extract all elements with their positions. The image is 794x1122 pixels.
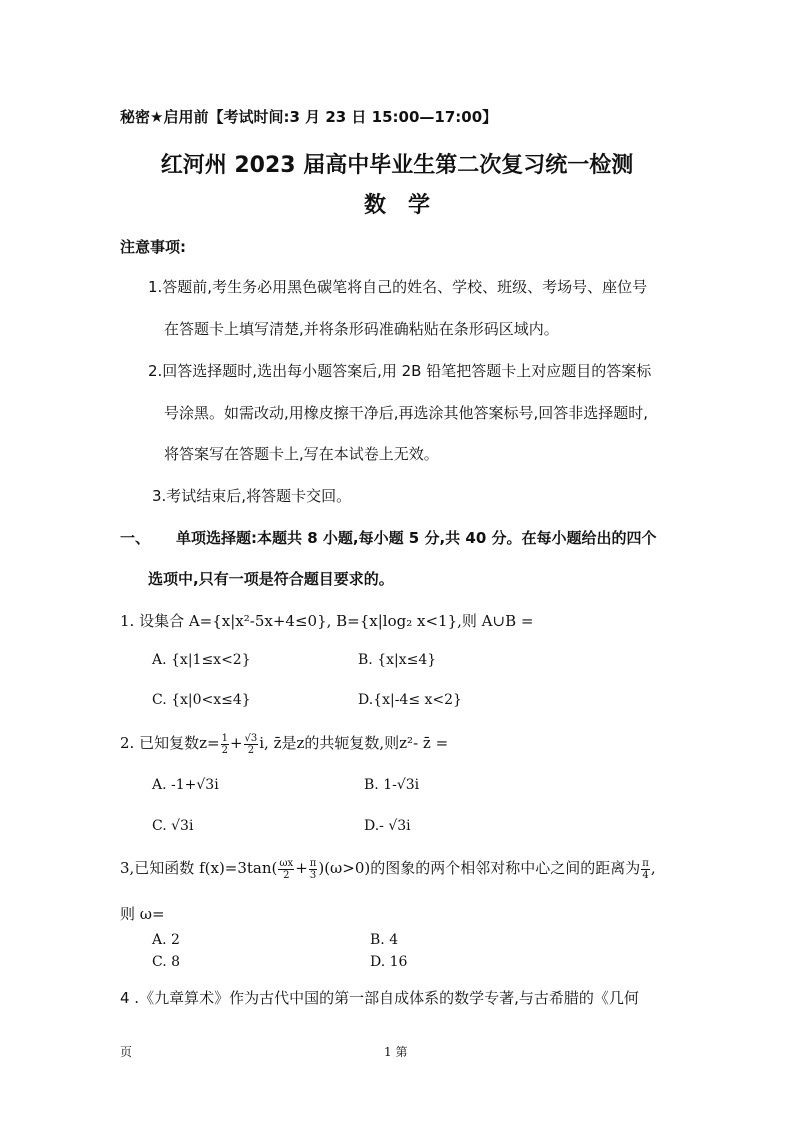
question-1-option-d: D.{x|-4≤ x<2} xyxy=(358,692,462,708)
notice-item-2-line-3: 将答案写在答题卡上,写在本试卷上无效。 xyxy=(164,445,439,463)
fraction-half xyxy=(221,733,229,756)
question-3-stem-prefix: 3,已知函数 f(x)=3tan( xyxy=(120,859,278,877)
question-2-option-d: D.- √3i xyxy=(364,818,411,834)
question-3-stem xyxy=(120,857,656,881)
fraction-omega-x-half xyxy=(278,858,294,881)
subject-title: 数学 xyxy=(363,193,452,218)
fraction-pi-quarter xyxy=(641,858,650,881)
question-3-option-a: A. 2 xyxy=(152,932,180,948)
fraction-numerator: 1 xyxy=(221,732,228,744)
confidential-header: 秘密★启用前【考试时间:3 月 23 日 15:00—17:00】 xyxy=(120,108,498,126)
fraction-denominator: 2 xyxy=(247,744,255,756)
question-3-option-b: B. 4 xyxy=(370,932,399,948)
question-3-stem-end: , xyxy=(650,859,656,877)
fraction-denominator: 2 xyxy=(221,744,228,756)
fraction-denominator: 2 xyxy=(283,869,290,881)
question-1-option-a: A. {x|1≤x<2} xyxy=(152,652,251,668)
fraction-numerator: √3 xyxy=(244,732,258,744)
notice-heading: 注意事项: xyxy=(120,238,186,256)
notice-item-1-line-2: 在答题卡上填写清楚,并将条形码准确粘贴在条形码区域内。 xyxy=(164,320,559,338)
question-2-option-a: A. -1+√3i xyxy=(152,777,219,793)
question-2-option-b: B. 1-√3i xyxy=(364,777,420,793)
notice-item-1-line-1: 1.答题前,考生务必用黑色碳笔将自己的姓名、学校、班级、考场号、座位号 xyxy=(148,278,648,296)
question-1-option-c: C. {x|0<x≤4} xyxy=(152,692,251,708)
question-2-stem-suffix: i, z̄是z的共轭复数,则z²- z̄ = xyxy=(259,734,449,752)
question-2-stem-prefix: 2. 已知复数z= xyxy=(120,734,220,752)
footer-left: 页 xyxy=(120,1045,133,1059)
page-number: 1 第 xyxy=(384,1045,408,1059)
question-3-option-c: C. 8 xyxy=(152,954,181,970)
fraction-numerator: ωx xyxy=(279,857,294,869)
plus-sign: + xyxy=(229,734,243,752)
question-3-option-d: D. 16 xyxy=(370,954,408,970)
fraction-pi-third xyxy=(309,858,318,881)
question-1-option-b: B. {x|x≤4} xyxy=(358,652,437,668)
section-heading-line-1: 单项选择题:本题共 8 小题,每小题 5 分,共 40 分。在每小题给出的四个 xyxy=(176,529,657,547)
fraction-denominator: 4 xyxy=(642,869,649,881)
plus-sign: + xyxy=(295,859,308,877)
notice-item-3: 3.考试结束后,将答题卡交回。 xyxy=(152,487,352,505)
section-number: 一、 xyxy=(120,529,151,547)
notice-item-2-line-2: 号涂黑。如需改动,用橡皮擦干净后,再选涂其他答案标号,回答非选择题时, xyxy=(164,404,649,422)
question-3-stem-middle: )(ω>0)的图象的两个相邻对称中心之间的距离为 xyxy=(318,859,641,877)
fraction-sqrt3-half xyxy=(244,733,259,756)
fraction-numerator: π xyxy=(309,857,317,869)
fraction-numerator: π xyxy=(642,857,649,869)
question-4-stem: 4 .《九章算术》作为古代中国的第一部自成体系的数学专著,与古希腊的《几何 xyxy=(120,989,639,1007)
question-2-stem xyxy=(120,732,448,756)
fraction-denominator: 3 xyxy=(309,869,317,881)
question-2-option-c: C. √3i xyxy=(152,818,194,834)
exam-title: 红河州 2023 届高中毕业生第二次复习统一检测 xyxy=(160,153,634,178)
notice-item-2-line-1: 2.回答选择题时,选出每小题答案后,用 2B 铅笔把答题卡上对应题目的答案标 xyxy=(148,362,652,380)
question-1-stem: 1. 设集合 A={x|x²-5x+4≤0}, B={x|log₂ x<1},则 A∪B = xyxy=(120,612,534,630)
section-heading-line-2: 选项中,只有一项是符合题目要求的。 xyxy=(148,570,394,588)
question-3-line-2: 则 ω= xyxy=(120,905,165,923)
